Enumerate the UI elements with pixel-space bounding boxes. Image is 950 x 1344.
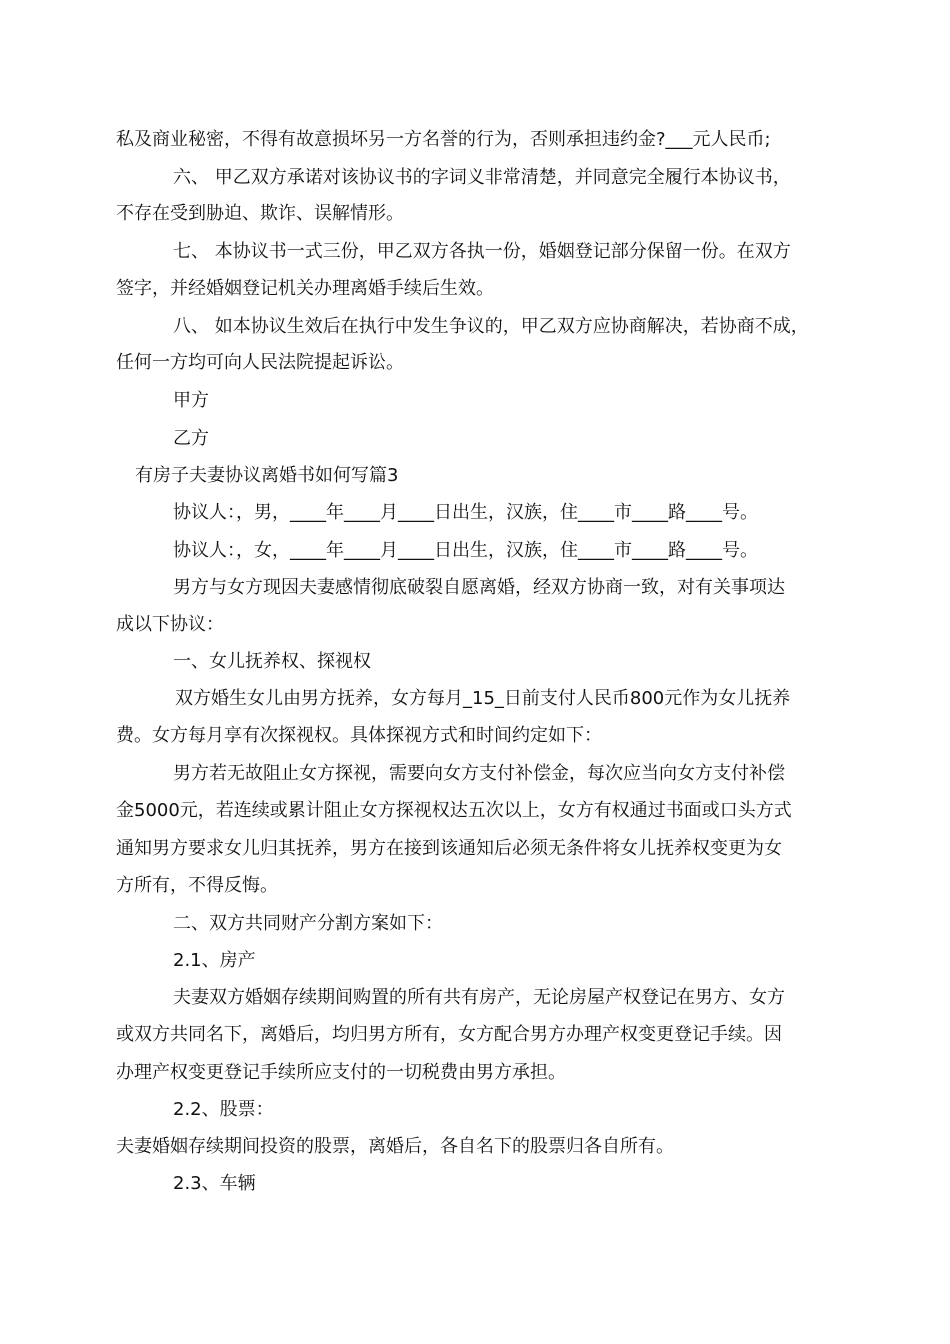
text-line: 男方与女方现因夫妻感情彻底破裂自愿离婚，经双方协商一致，对有关事项达 bbox=[173, 577, 785, 598]
text-line: 夫妻双方婚姻存续期间购置的所有共有房产，无论房屋产权登记在男方、女方 bbox=[173, 987, 785, 1008]
party-line-male: 协议人：，男，____年____月____日出生，汉族，住____市____路____号。 bbox=[173, 502, 758, 523]
text-line: 男方若无故阻止女方探视，需要向女方支付补偿金，每次应当向女方支付补偿 bbox=[173, 763, 785, 784]
text-line: 方所有，不得反悔。 bbox=[116, 875, 278, 896]
text-line: 不存在受到胁迫、欺诈、误解情形。 bbox=[116, 203, 404, 224]
heading-custody: 一、女儿抚养权、探视权 bbox=[173, 651, 371, 672]
clause-six: 六、 甲乙双方承诺对该协议书的字词义非常清楚，并同意完全履行本协议书， bbox=[173, 167, 791, 188]
text-line: 金5000元，若连续或累计阻止女方探视权达五次以上，女方有权通过书面或口头方式 bbox=[116, 800, 792, 821]
text-line: 办理产权变更登记手续所应支付的一切税费由男方承担。 bbox=[116, 1062, 566, 1083]
subheading-vehicle: 2.3、车辆 bbox=[173, 1173, 256, 1194]
party-line-female: 协议人：，女，____年____月____日出生，汉族，住____市____路____号。 bbox=[173, 540, 758, 561]
text-line: 成以下协议： bbox=[116, 614, 224, 635]
text-line: 或双方共同名下，离婚后，均归男方所有，女方配合男方办理产权变更登记手续。因 bbox=[116, 1024, 782, 1045]
clause-eight: 八、 如本协议生效后在执行中发生争议的，甲乙双方应协商解决，若协商不成， bbox=[173, 316, 809, 337]
section-title: 有房子夫妻协议离婚书如何写篇3 bbox=[135, 465, 399, 486]
party-a-label: 甲方 bbox=[173, 390, 209, 411]
text-line: 任何一方均可向人民法院提起诉讼。 bbox=[116, 352, 404, 373]
subheading-stock: 2.2、股票： bbox=[173, 1099, 274, 1120]
text-line: 私及商业秘密，不得有故意损坏另一方名誉的行为，否则承担违约金?___元人民币; bbox=[116, 129, 771, 150]
text-line: 双方婚生女儿由男方抚养，女方每月_15_日前支付人民币800元作为女儿抚养 bbox=[175, 688, 791, 709]
subheading-house: 2.1、房产 bbox=[173, 950, 256, 971]
clause-seven: 七、 本协议书一式三份，甲乙双方各执一份，婚姻登记部分保留一份。在双方 bbox=[173, 241, 791, 262]
heading-property: 二、双方共同财产分割方案如下： bbox=[173, 913, 443, 934]
text-line: 签字，并经婚姻登记机关办理离婚手续后生效。 bbox=[116, 278, 494, 299]
text-line: 费。女方每月享有次探视权。具体探视方式和时间约定如下： bbox=[116, 725, 602, 746]
party-b-label: 乙方 bbox=[173, 428, 209, 449]
text-line: 夫妻婚姻存续期间投资的股票，离婚后，各自名下的股票归各自所有。 bbox=[116, 1136, 674, 1157]
text-line: 通知男方要求女儿归其抚养，男方在接到该通知后必须无条件将女儿抚养权变更为女 bbox=[116, 838, 782, 859]
